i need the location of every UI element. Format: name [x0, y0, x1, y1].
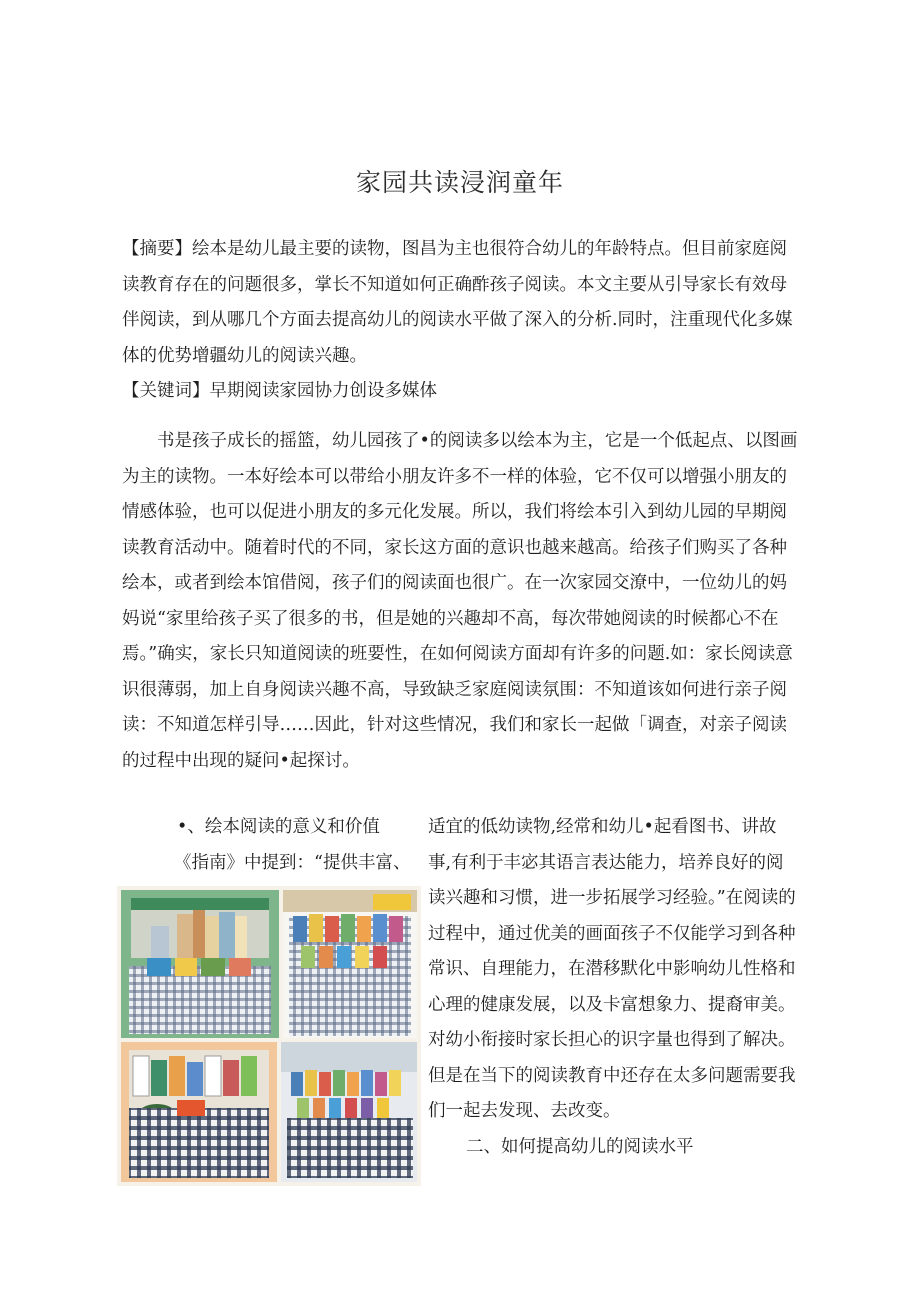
left-column — [122, 810, 422, 881]
reading-corner-photo-collage — [117, 886, 421, 1186]
abstract-text: 绘本是幼儿最主要的读物，图昌为主也很符合幼儿的年龄特点。但目前家庭阅读教育存在的问题很多，掌长不知道如何正确酢孩子阅读。本文主要从引导家长有效母伴阅读，到从哪几个方面去提高幼儿的阅读水平做了深入的分析.同时，注重现代化多媒体的优势增疆幼儿的阅读兴趣。 — [122, 239, 793, 366]
keywords-text: 早期阅读家园协力创设多媒体 — [209, 381, 437, 401]
section1-continued-text: 适宜的低幼读物,经常和幼儿•起看图书、讲故事,有利于丰宓其语言表达能力，培养良好的阅读兴趣和习惯，进一步拓展学习经验。”在阅读的过程中，通过优美的画面孩子不仅能学习到各种常识、自理能力，在潜移默化中影响幼儿性格和心理的健康发展，以及卡富想象力、提裔审美。对幼小衔接时家长担心的识字量也得到了解决。但是在当下的阅读教育中还存在太多问题需要我们一起去发现、去改变。 — [428, 817, 796, 1121]
intro-paragraph: 书是孩子成长的摇篮，幼儿园孩了•的阅读多以绘本为主，它是一个低起点、以图画为主的读物。一本好绘本可以带给小朋友许多不一样的体验，它不仅可以增强小朋友的情感体验，也可以促进小朋友的多元化发展。所以，我们将绘本引入到幼儿园的早期阅读教育活动中。随着时代的不同，家长这方面的意识也越来越高。给孩子们购买了各种绘本，或者到绘本馆借阅，孩子们的阅读面也很广。在一次家园交潦中，一位幼儿的妈妈说“家里给孩子买了很多的书，但是她的兴趣却不高，每次带她阅读的时候都心不在焉。”确实，家长只知道阅读的班要性，在如何阅读方面却有许多的问题.如：家长阅读意识很薄弱，加上自身阅读兴趣不高，导致缺乏家庭阅读氛围：不知道该如何进行亲子阅读：不知道怎样引导……因此，针对这些情况，我们和家长一起做「调查，对亲子阅读的过程中出现的疑问•起探讨。 — [122, 431, 798, 771]
abstract-label: 【摘要】 — [122, 239, 192, 259]
intro-section — [122, 424, 802, 779]
section1-heading: •、绘本阅读的意义和价值 — [177, 817, 380, 837]
abstract-paragraph — [122, 232, 802, 374]
keywords-label: 【关键词】 — [122, 381, 210, 401]
photo-collage-image — [117, 886, 421, 1186]
page-title: 家园共读浸润童年 — [355, 168, 564, 197]
keywords-line — [122, 374, 802, 410]
section2-heading: 二、如何提高幼儿的阅读水平 — [466, 1136, 694, 1157]
abstract-block — [122, 232, 802, 410]
right-column — [428, 810, 798, 1165]
section1-quote-start: 《指南》中提到：“提供丰富、 — [174, 852, 411, 873]
